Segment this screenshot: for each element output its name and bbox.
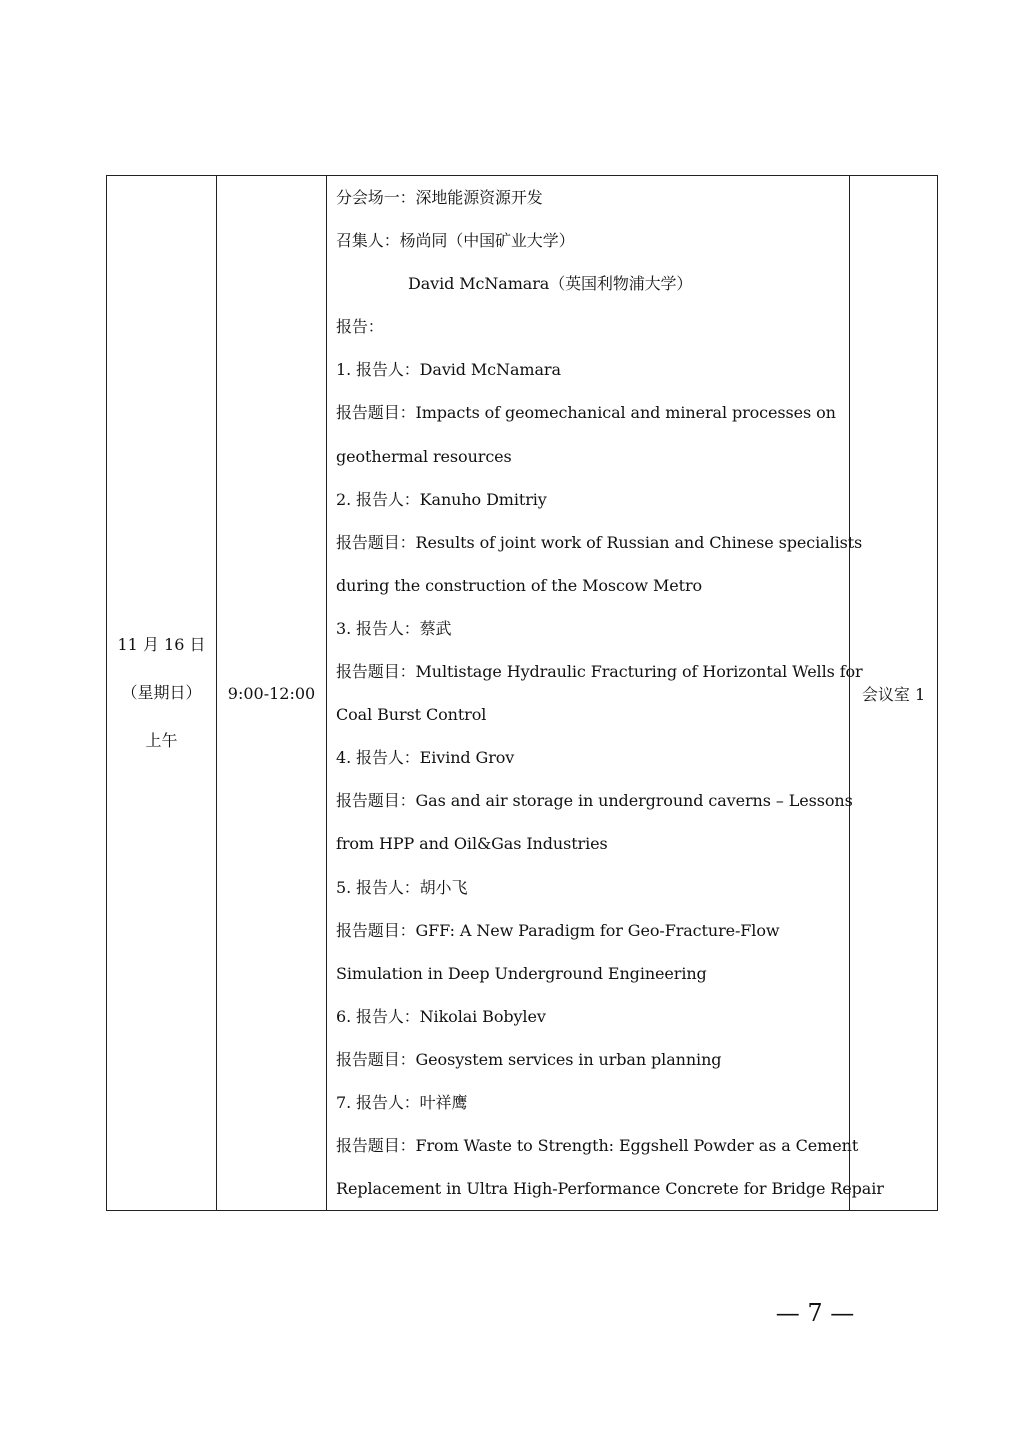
weekday-text: （星期日）: [121, 683, 202, 703]
table-row: [107, 176, 938, 1211]
report-title-line: during the construction of the Moscow Metro: [336, 575, 703, 595]
room-text: 会议室 1: [861, 684, 926, 704]
report-title-line: 报告题目：Geosystem services in urban planning: [336, 1049, 722, 1069]
report-title-line: from HPP and Oil&Gas Industries: [336, 834, 608, 854]
report-title-line: geothermal resources: [336, 446, 512, 466]
report-title-line: 报告题目：From Waste to Strength: Eggshell Powder as a Cement: [336, 1136, 859, 1156]
report-speaker: 4. 报告人：Eivind Grov: [336, 748, 515, 768]
date-cell: [107, 176, 217, 1211]
report-title-line: 报告题目：GFF: A New Paradigm for Geo-Fracture-Flow: [336, 920, 780, 940]
time-cell: [217, 176, 327, 1211]
convener-secondary: David McNamara（英国利物浦大学）: [408, 274, 693, 294]
session-content-cell: [327, 176, 884, 1211]
report-title-line: Replacement in Ultra High-Performance Concrete for Bridge Repair: [336, 1179, 884, 1199]
report-speaker: 1. 报告人：David McNamara: [336, 360, 561, 380]
report-speaker: 2. 报告人：Kanuho Dmitriy: [336, 489, 547, 509]
report-title-line: 报告题目：Gas and air storage in underground caverns – Lessons: [336, 791, 853, 811]
time-text: 9:00-12:00: [227, 683, 316, 703]
room-cell: [850, 176, 938, 1211]
report-speaker: 7. 报告人：叶祥鹰: [336, 1092, 468, 1112]
period-text: 上午: [145, 731, 178, 751]
page-number: — 7 —: [775, 1299, 855, 1327]
schedule-table: [106, 175, 938, 1211]
report-title-line: 报告题目：Impacts of geomechanical and mineral processes on: [336, 403, 836, 423]
report-title-line: 报告题目：Results of joint work of Russian and Chinese specialists: [336, 532, 863, 552]
report-title-line: Simulation in Deep Underground Engineering: [336, 963, 707, 983]
report-title-line: 报告题目：Multistage Hydraulic Fracturing of Horizontal Wells for: [336, 662, 863, 682]
report-speaker: 5. 报告人：胡小飞: [336, 877, 468, 897]
session-title: 分会场一：深地能源资源开发: [336, 188, 543, 207]
report-speaker: 3. 报告人：蔡武: [336, 618, 452, 638]
reports-label: 报告：: [336, 317, 384, 337]
convener-primary: 召集人：杨尚同（中国矿业大学）: [336, 231, 575, 251]
report-speaker: 6. 报告人：Nikolai Bobylev: [336, 1006, 546, 1026]
report-title-line: Coal Burst Control: [336, 705, 487, 725]
date-text: 11 月 16 日: [117, 635, 206, 655]
